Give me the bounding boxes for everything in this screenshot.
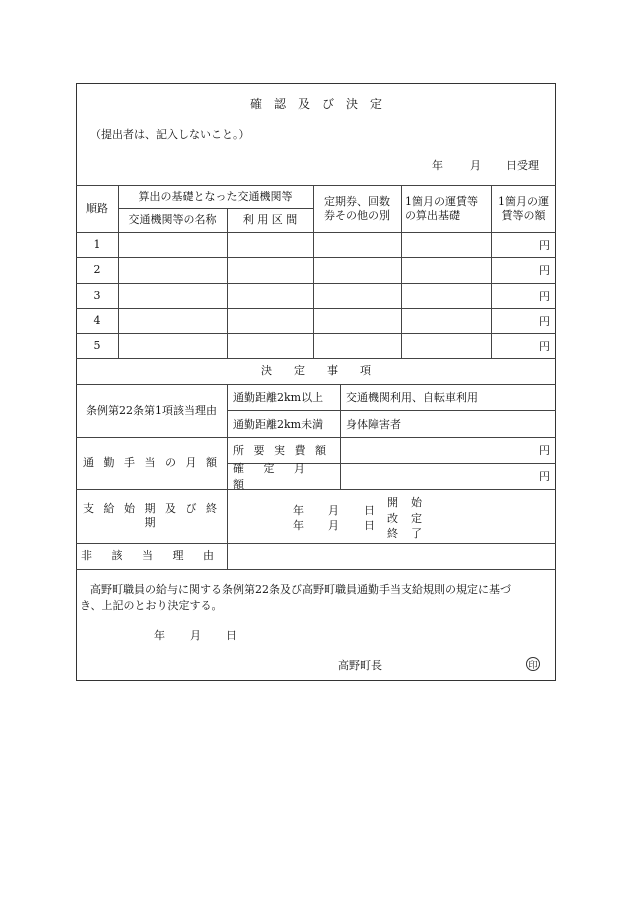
period-end-year: 年 (293, 519, 304, 532)
confirmed-amount-label: 確 定 月 額 (233, 462, 313, 491)
decision-heading: 決 定 事 項 (261, 364, 371, 377)
monthly-allowance-label: 通 勤 手 当 の 月 額 (83, 456, 220, 469)
decision-month: 月 (190, 629, 201, 642)
decision-statement-line2: き、上記のとおり決定する。 (80, 599, 223, 612)
col-header-route: 利 用 区 間 (242, 213, 298, 226)
start-char-1: 開 (387, 496, 398, 509)
confirmed-amount-unit: 円 (539, 470, 550, 483)
yen-unit: 円 (539, 289, 550, 303)
period-start-year: 年 (293, 504, 304, 517)
receipt-month: 月 (470, 159, 481, 172)
col-header-order: 順路 (86, 201, 108, 215)
clause-22-label: 条例第22条第1項該当理由 (86, 403, 217, 417)
period-start-day: 日 (364, 504, 375, 517)
instruction-note: （提出者は、記入しないこと。） (90, 128, 250, 141)
distance-under-2km-label: 通勤距離2km未満 (233, 417, 324, 431)
row-number: 4 (93, 313, 101, 327)
period-end-day: 日 (364, 519, 375, 532)
yen-unit: 円 (539, 339, 550, 353)
period-start-month: 月 (328, 504, 339, 517)
decision-statement-line1: 高野町職員の給与に関する条例第22条及び高野町職員通勤手当支給規則の規定に基づ (90, 583, 511, 596)
actual-cost-label: 所 要 実 費 額 (233, 444, 329, 457)
end-char-1: 終 (387, 527, 398, 540)
col-header-monthly-basis: 1箇月の運賃等 の算出基礎 (405, 194, 478, 222)
decision-day: 日 (226, 629, 237, 642)
col-header-monthly-amount: 1箇月の運 賃等の額 (498, 194, 549, 222)
distance-under-2km-value: 身体障害者 (346, 417, 401, 431)
decision-year: 年 (154, 629, 165, 642)
receipt-day: 日受理 (506, 159, 539, 172)
col-header-basis-group: 算出の基礎となった交通機関等 (138, 189, 293, 203)
yen-unit: 円 (539, 238, 550, 252)
row-number: 5 (93, 338, 101, 352)
start-char-2: 始 (411, 496, 422, 509)
distance-over-2km-label: 通勤距離2km以上 (233, 391, 324, 404)
col-header-facility-name: 交通機関等の名称 (128, 213, 217, 226)
end-char-2: 了 (411, 527, 422, 540)
payment-period-label: 支 給 始 期 及 び 終 期 (83, 502, 220, 529)
col-header-ticket-type: 定期券、回数 券その他の別 (324, 194, 390, 222)
period-end-month: 月 (328, 519, 339, 532)
yen-unit: 円 (539, 314, 550, 328)
row-number: 2 (93, 263, 101, 276)
revise-char-2: 定 (411, 512, 422, 525)
non-applicable-reason-label: 非 該 当 理 由 (81, 549, 222, 562)
row-number: 3 (93, 288, 101, 302)
seal-mark: 印 (526, 657, 540, 671)
yen-unit: 円 (539, 264, 550, 277)
form-title: 確 認 及 び 決 定 (249, 97, 382, 111)
revise-char-1: 改 (387, 512, 398, 525)
actual-cost-unit: 円 (539, 444, 550, 457)
distance-over-2km-value: 交通機関利用、自転車利用 (346, 391, 478, 404)
signer-title: 高野町長 (338, 659, 382, 672)
row-number: 1 (93, 237, 101, 251)
receipt-year: 年 (432, 159, 443, 172)
